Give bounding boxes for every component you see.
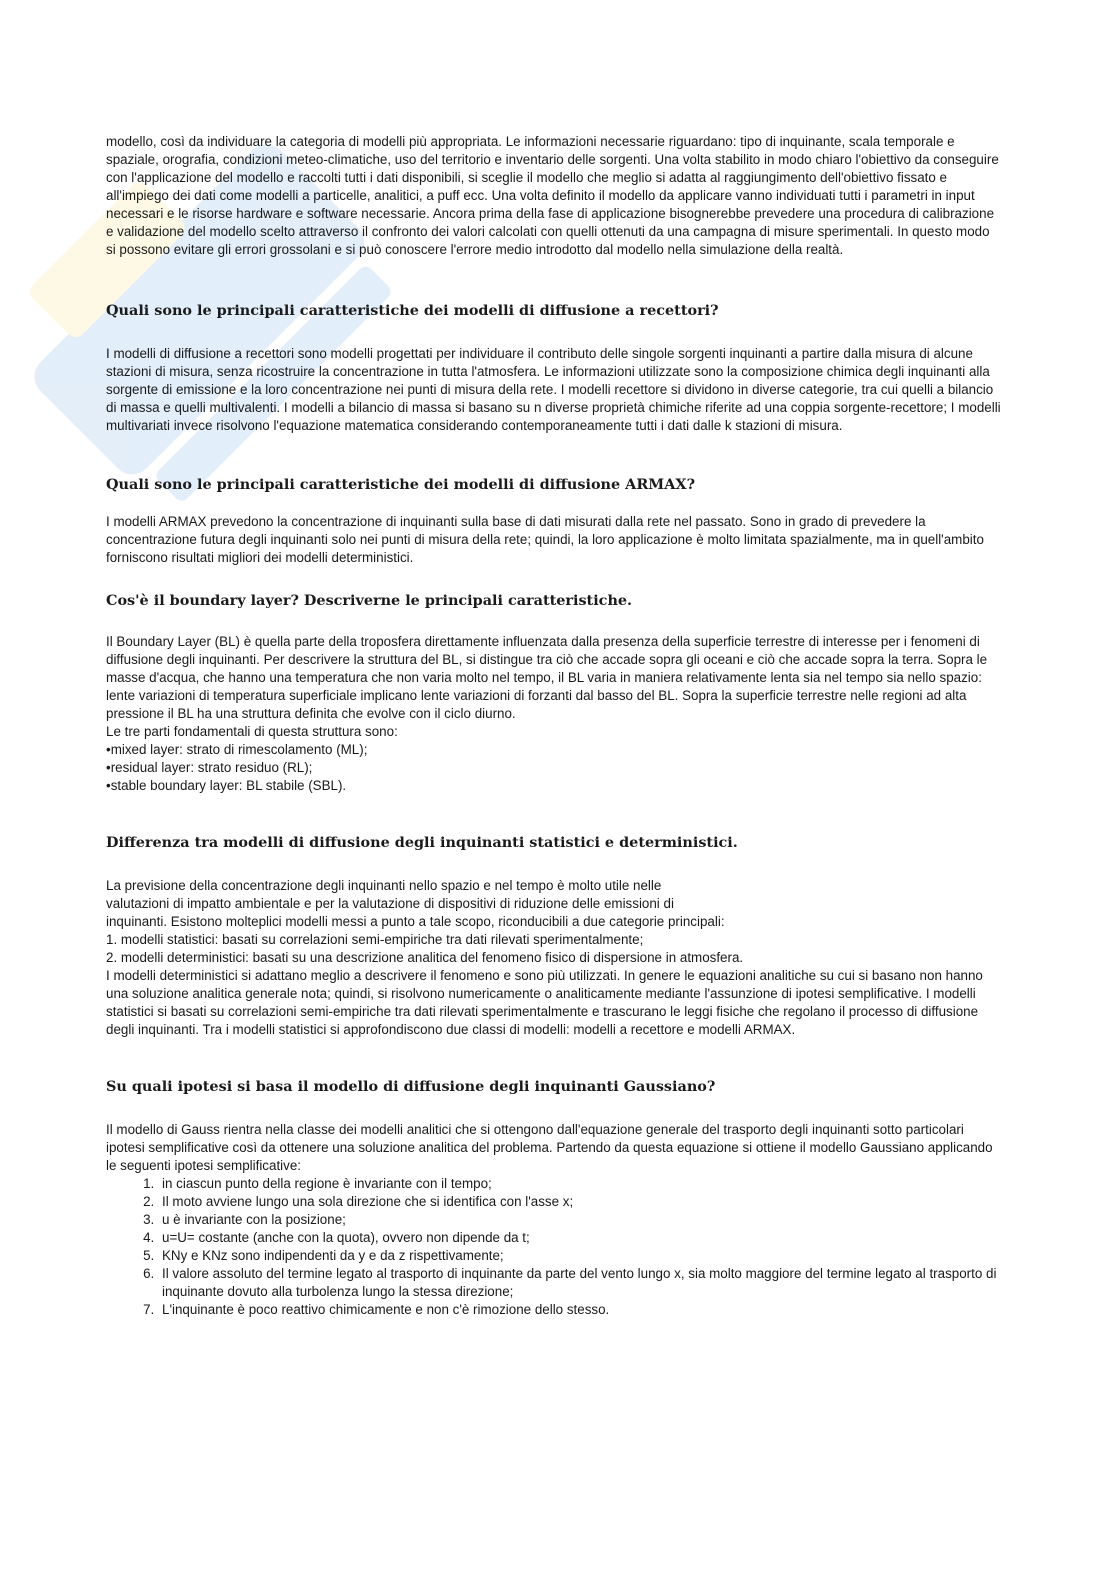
- page-content: [106, 133, 1002, 1319]
- differenza-line-1: La previsione della concentrazione degli inquinanti nello spazio e nel tempo è molto utile nelle: [106, 878, 662, 893]
- armax-body: I modelli ARMAX prevedono la concentrazione di inquinanti sulla base di dati misurati dalla rete nel passato. Sono in grado di prevedere la concentrazione futura degli inquinanti solo nei punti di misura della rete; quindi, la loro applicazione è molto limitata spazialmente, ma in quell'ambito forniscono risultati migliori dei modelli deterministici.: [106, 514, 984, 565]
- list-item: 7. L'inquinante è poco reattivo chimicamente e non c'è rimozione dello stesso.: [158, 1301, 1002, 1319]
- gauss-hypotheses-list: [106, 1175, 1002, 1319]
- boundary-list-intro: Le tre parti fondamentali di questa struttura sono:: [106, 724, 398, 739]
- list-item: 1. in ciascun punto della regione è invariante con il tempo;: [158, 1175, 1002, 1193]
- list-item: 2. Il moto avviene lungo una sola direzione che si identifica con l'asse x;: [158, 1193, 1002, 1211]
- heading-boundary-layer: Cos'è il boundary layer? Descriverne le principali caratteristiche.: [106, 592, 633, 609]
- list-item: • stable boundary layer: BL stabile (SBL).: [106, 777, 1002, 795]
- heading-armax: Quali sono le principali caratteristiche dei modelli di diffusione ARMAX?: [106, 476, 696, 493]
- heading-gauss: Su quali ipotesi si basa il modello di diffusione degli inquinanti Gaussiano?: [106, 1078, 716, 1095]
- list-item: 3. u è invariante con la posizione;: [158, 1211, 1002, 1229]
- boundary-body: Il Boundary Layer (BL) è quella parte della troposfera direttamente influenzata dalla presenza della superficie terrestre di interesse per i fenomeni di diffusione degli inquinanti. Per descrivere la struttura del BL, si distingue tra ciò che accade sopra gli oceani e ciò che accade sopra la terra. Sopra le masse d'acqua, che hanno una temperatura che non varia molto nel tempo, il BL varia in maniera relativamente lenta sia nel tempo sia nello spazio: lente variazioni di temperatura superficiale implicano lente variazioni di forzanti dal basso del BL. Sopra la superficie terrestre nelle regioni ad alta pressione il BL ha una struttura definita che evolve con il ciclo diurno.: [106, 634, 988, 721]
- heading-differenza: Differenza tra modelli di diffusione degli inquinanti statistici e deterministici.: [106, 834, 738, 851]
- differenza-body: I modelli deterministici si adattano meglio a descrivere il fenomeno e sono più utilizzati. In genere le equazioni analitiche su cui si basano non hanno una soluzione analitica generale nota; quindi, si risolvono numericamente o analiticamente mediante l'assunzione di ipotesi semplificative. I modelli statistici si basati su correlazioni semi-empiriche tra dati rilevati sperimentalmente e trascurano le leggi fisiche che regolano il processo di diffusione degli inquinanti. Tra i modelli statistici si approfondiscono due classi di modelli: modelli a recettore e modelli ARMAX.: [106, 968, 983, 1037]
- differenza-point-1: 1. modelli statistici: basati su correlazioni semi-empiriche tra dati rilevati sperimentalmente;: [106, 932, 644, 947]
- differenza-point-2: 2. modelli deterministici: basati su una descrizione analitica del fenomeno fisico di dispersione in atmosfera.: [106, 950, 744, 965]
- differenza-line-2: valutazioni di impatto ambientale e per la valutazione di dispositivi di riduzione delle emissioni di: [106, 896, 674, 911]
- gauss-body: Il modello di Gauss rientra nella classe dei modelli analitici che si ottengono dall'equazione generale del trasporto degli inquinanti sotto particolari ipotesi semplificative così da ottenere una soluzione analitica del problema. Partendo da questa equazione si ottiene il modello Gaussiano applicando le seguenti ipotesi semplificative:: [106, 1122, 993, 1173]
- intro-paragraph: modello, così da individuare la categoria di modelli più appropriata. Le informazioni necessarie riguardano: tipo di inquinante, scala temporale e spaziale, orografia, condizioni meteo-climatiche, uso del territorio e inventario delle sorgenti. Una volta stabilito in modo chiaro l'obiettivo da conseguire con l'applicazione del modello e raccolti tutti i dati disponibili, si sceglie il modello che meglio si adatta al raggiungimento dell'obiettivo fissato e all'impiego dei dati come modelli a particelle, analitici, a puff ecc. Una volta definito il modello da applicare vanno individuati tutti i parametri in input necessari e le risorse hardware e software necessarie. Ancora prima della fase di applicazione bisognerebbe prevedere una procedura di calibrazione e validazione del modello scelto attraverso il confronto dei valori calcolati con quelli ottenuti da una campagna di misure sperimentali. In questo modo si possono evitare gli errori grossolani e si può conoscere l'errore medio introdotto dal modello nella simulazione della realtà.: [106, 134, 999, 257]
- recettori-body: I modelli di diffusione a recettori sono modelli progettati per individuare il contributo delle singole sorgenti inquinanti a partire dalla misura di alcune stazioni di misura, senza ricostruire la concentrazione in tutta l'atmosfera. Le informazioni utilizzate sono la composizione chimica degli inquinanti alla sorgente di emissione e la loro concentrazione nei punti di misura della rete. I modelli recettore si dividono in diverse categorie, tra cui quelli a bilancio di massa e quelli multivalenti. I modelli a bilancio di massa si basano su n diverse proprietà chimiche riferite ad una coppia sorgente-recettore; I modelli multivariati invece risolvono l'equazione matematica considerando contemporaneamente tutti i dati dalle k stazioni di misura.: [106, 346, 1001, 433]
- list-item: • mixed layer: strato di rimescolamento (ML);: [106, 741, 1002, 759]
- list-item: 6. Il valore assoluto del termine legato al trasporto di inquinante da parte del vento lungo x, sia molto maggiore del termine legato al trasporto di inquinante dovuto alla turbolenza lungo la stessa direzione;: [158, 1265, 1002, 1301]
- differenza-intro: [106, 877, 1002, 967]
- heading-recettori: Quali sono le principali caratteristiche dei modelli di diffusione a recettori?: [106, 302, 719, 319]
- list-item: 5. KNy e KNz sono indipendenti da y e da z rispettivamente;: [158, 1247, 1002, 1265]
- boundary-list: [106, 741, 1002, 795]
- list-item: • residual layer: strato residuo (RL);: [106, 759, 1002, 777]
- differenza-line-3: inquinanti. Esistono molteplici modelli messi a punto a tale scopo, riconducibili a due categorie principali:: [106, 914, 725, 929]
- list-item: 4. u=U= costante (anche con la quota), ovvero non dipende da t;: [158, 1229, 1002, 1247]
